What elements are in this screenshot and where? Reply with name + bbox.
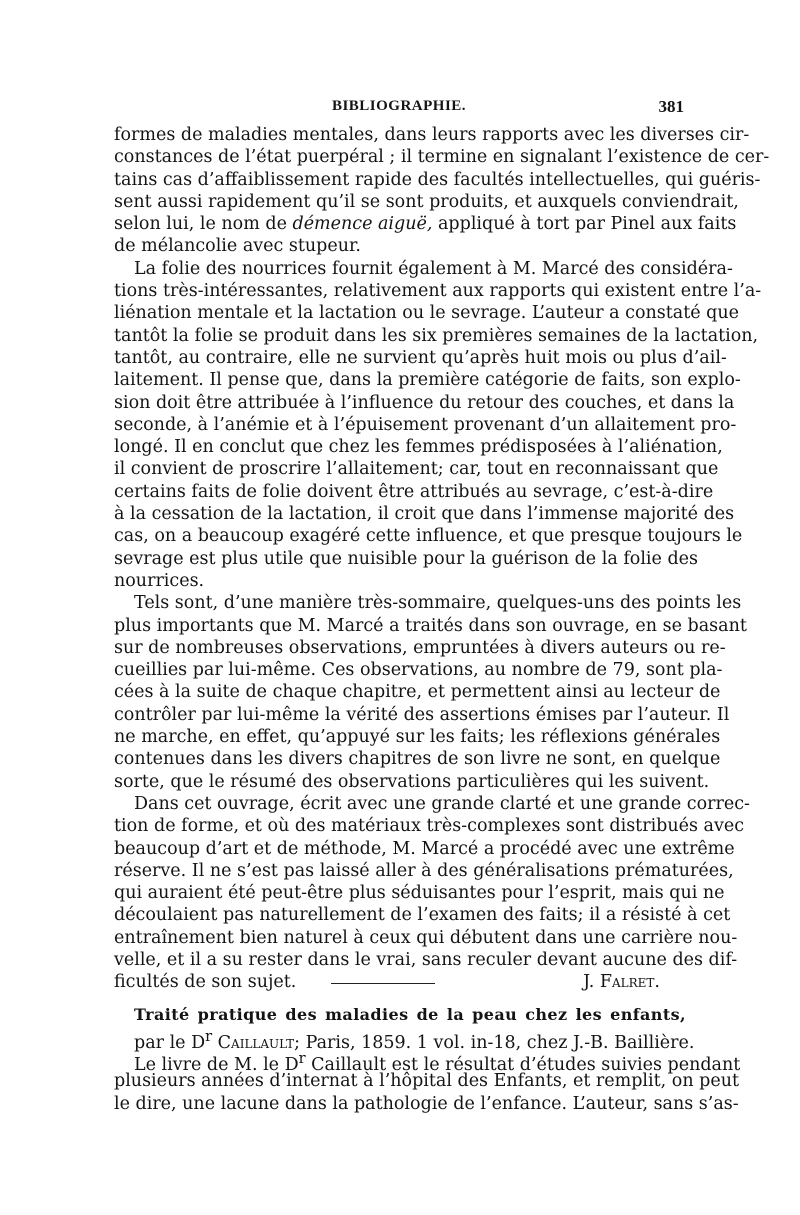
text-line: tantôt la folie se produit dans les six premières semaines de la lactation, — [114, 325, 759, 346]
text-line: formes de maladies mentales, dans leurs rapports avec les diverses cir- — [114, 125, 750, 145]
text-line: tion de forme, et où des matériaux très-complexes sont distribués avec — [114, 816, 745, 837]
page-header — [114, 98, 684, 122]
text-line: La folie des nourrices fournit également à M. Marcé des considéra- — [134, 258, 733, 279]
text-line: longé. Il en conclut que chez les femmes prédisposées à l’aliénation, — [114, 437, 723, 458]
text-line: tantôt, au contraire, elle ne survient qu’après huit mois ou plus d’ail- — [114, 347, 727, 368]
italic-term: démence aiguë, — [292, 214, 433, 235]
review-title — [114, 1004, 686, 1026]
text-line: contenues dans les divers chapitres de son livre ne sont, en quelque — [114, 749, 721, 770]
running-title: BIBLIOGRAPHIE. — [331, 98, 467, 114]
text-line: sent aussi rapidement qu’il se sont produits, et auxquels conviendrait, — [114, 191, 739, 212]
text-line: Dans cet ouvrage, écrit avec une grande clarté et une grande correc- — [134, 793, 750, 814]
text-line: contrôler par lui-même la vérité des assertions émises par l’auteur. Il — [114, 704, 730, 725]
review-reference: par le $D^r$ Caillault; Paris, 1859. 1 vol. in-18, chez J.-B. Baillière. — [134, 1027, 695, 1053]
text-line: à la cessation de la lactation, il croit que dans l’immense majorité des — [114, 504, 735, 525]
signoff-line — [114, 971, 686, 993]
body-text — [114, 124, 770, 1115]
text-line: le dire, une lacune dans la pathologie de l’enfance. L’auteur, sans s’as- — [114, 1093, 739, 1114]
text-line: plus importants que M. Marcé a traités dans son ouvrage, en se basant — [114, 615, 747, 636]
author-name: Caillault — [212, 1032, 295, 1053]
text-line: qui auraient été peut-être plus séduisantes pour l’esprit, mais qui ne — [114, 883, 725, 904]
text-line: Tels sont, d’une manière très-sommaire, quelques-uns des points les — [134, 593, 742, 614]
text-line: sorte, que le résumé des observations particulières qui les suivent. — [114, 771, 710, 792]
text-line: selon lui, le nom de démence aiguë, appliqué à tort par Pinel aux faits — [114, 214, 737, 235]
text-line: cueillies par lui-même. Ces observations, au nombre de 79, sont pla- — [114, 660, 723, 681]
book-title: Traité pratique des maladies de la peau chez les enfants, — [134, 1004, 686, 1024]
section-gap — [114, 994, 686, 1004]
text-line: certains faits de folie doivent être attribués au sevrage, c’est-à-dire — [114, 481, 714, 502]
text-line: il convient de proscrire l’allaitement; car, tout en reconnaissant que — [114, 459, 719, 480]
page-number: 381 — [658, 97, 684, 116]
text-line: Le livre de M. le $D^r$ Caillault est le résultat d’études suivies pendant — [134, 1050, 741, 1075]
text-line: tains cas d’affaiblissement rapide des facultés intellectuelles, qui guéris- — [114, 169, 761, 190]
text-line: constances de l’état puerpéral ; il termine en signalant l’existence de cer- — [114, 147, 770, 168]
text-line: entraînement bien naturel à ceux qui débutent dans une carrière nou- — [114, 927, 738, 948]
text-line: sevrage est plus utile que nuisible pour la guérison de la folie des — [114, 548, 698, 569]
text-line: sion doit être attribuée à l’influence du retour des couches, et dans la — [114, 392, 735, 413]
text-line: plusieurs années d’internat à l’hôpital des Enfants, et remplit, on peut — [114, 1071, 740, 1092]
text-line: seconde, à l’anémie et à l’épuisement provenant d’un allaitement pro- — [114, 414, 737, 435]
text-line: cas, on a beaucoup exagéré cette influence, et que presque toujours le — [114, 526, 743, 547]
text-line: de mélancolie avec stupeur. — [114, 236, 361, 257]
text-line: tions très-intéressantes, relativement aux rapports qui existent entre l’a- — [114, 281, 762, 302]
text-line: liénation mentale et la lactation ou le sevrage. L’auteur a constaté que — [114, 303, 740, 324]
text-line: beaucoup d’art et de méthode, M. Marcé a procédé avec une extrême — [114, 838, 735, 859]
text-line: velle, et il a su rester dans le vrai, sans reculer devant aucune des dif- — [114, 949, 738, 970]
separator-rule — [331, 983, 435, 984]
text-line: réserve. Il ne s’est pas laissé aller à des généralisations prématurées, — [114, 860, 734, 881]
text-line: sur de nombreuses observations, empruntées à divers auteurs ou re- — [114, 637, 726, 658]
text-line: ne marche, en effet, qu’appuyé sur les faits; les réflexions générales — [114, 727, 721, 748]
text-line: nourrices. — [114, 570, 205, 591]
author-signature: J. Falret. — [583, 972, 660, 993]
text-line: cées à la suite de chaque chapitre, et permettent ainsi au lecteur de — [114, 682, 721, 703]
text-line: ficultés de son sujet. — [114, 972, 297, 993]
text-line: laitement. Il pense que, dans la première catégorie de faits, son explo- — [114, 370, 741, 391]
text-line: découlaient pas naturellement de l’examen des faits; il a résisté à cet — [114, 905, 731, 926]
